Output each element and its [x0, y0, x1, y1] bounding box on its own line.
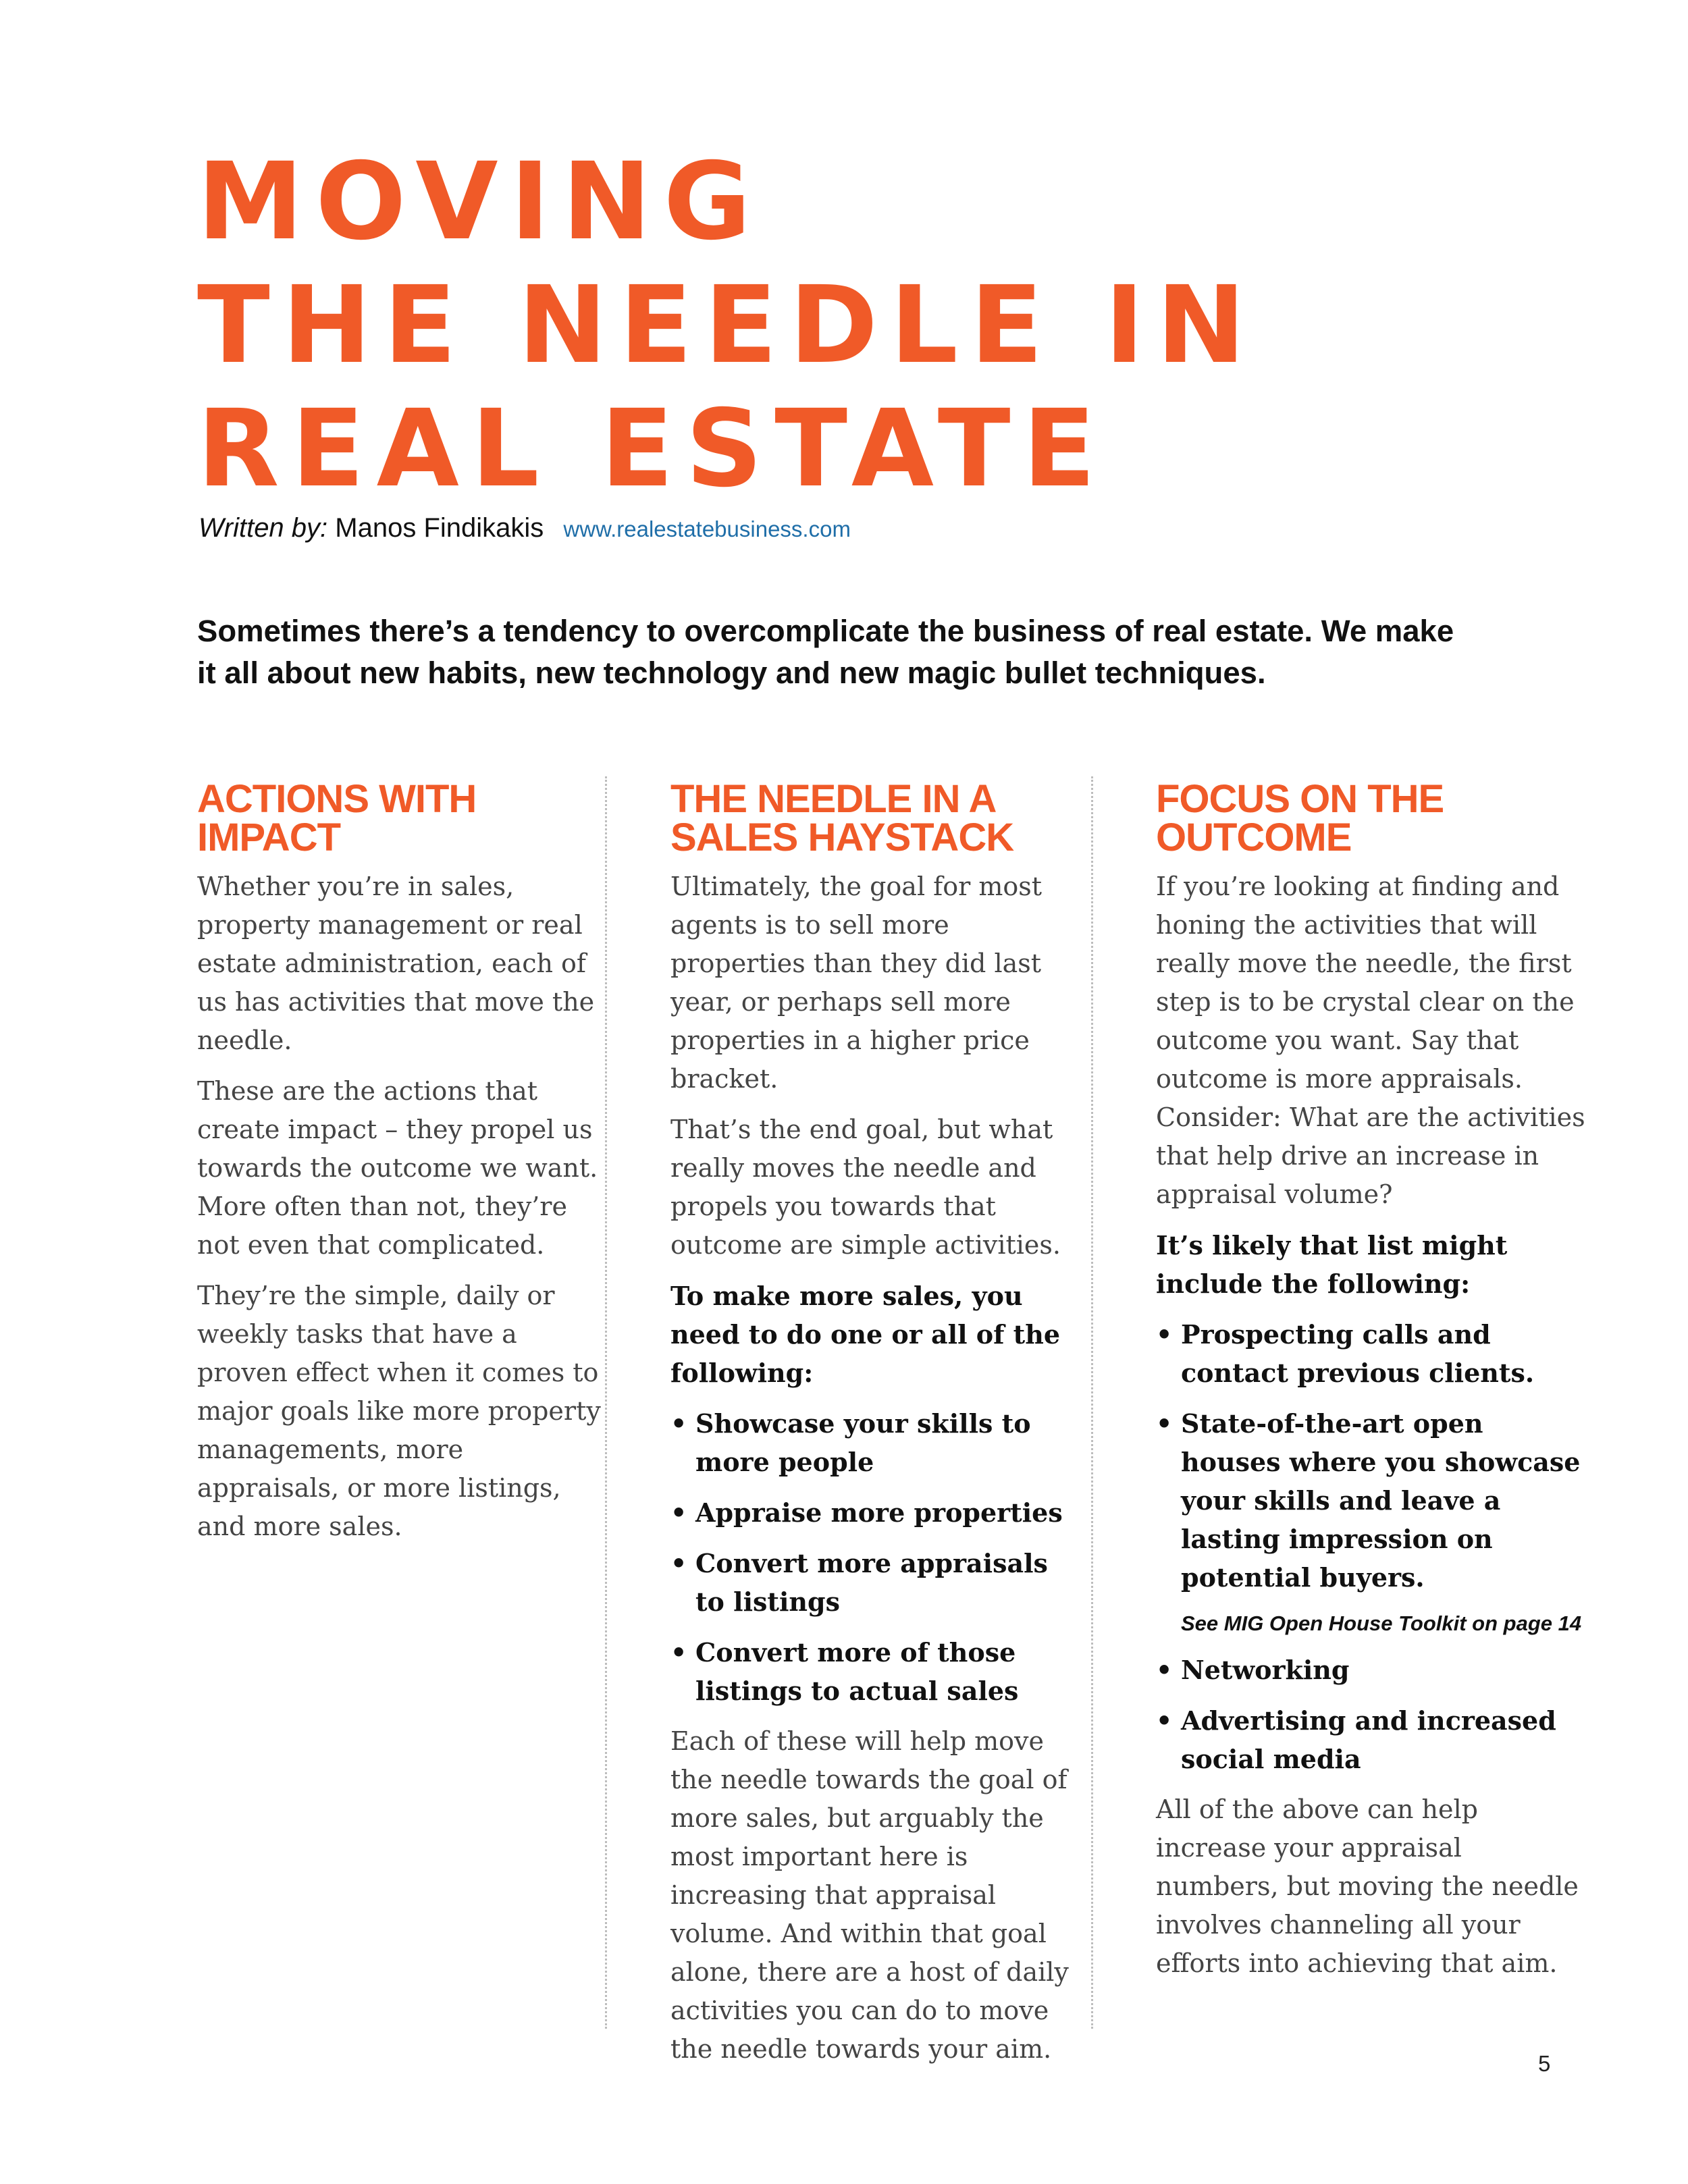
list-item-text: Prospecting calls and contact previous clients.: [1181, 1319, 1535, 1388]
column-heading-line: OUTCOME: [1156, 816, 1352, 859]
column-heading-line: IMPACT: [197, 816, 341, 859]
column-heading: [670, 777, 1082, 859]
list-item: [670, 1633, 1082, 1710]
lead-paragraph: It’s likely that list might include the following:: [1156, 1230, 1508, 1299]
bullet-icon: •: [1156, 1655, 1173, 1685]
body-paragraph: Each of these will help move the needle towards the goal of more sales, but arguably the most important here is increasing that appraisal volume. And within that goal alone, there are a host of daily activities you can do to move the needle towards your aim.: [670, 1726, 1069, 2064]
column-heading-line: THE NEEDLE IN A: [670, 777, 997, 821]
column-heading: [197, 777, 609, 859]
body-paragraph: That’s the end goal, but what really moves the needle and propels you towards that outcome are simple activities.: [670, 1115, 1061, 1260]
body-paragraph: If you’re looking at finding and honing the activities that will really move the needle, the first step is to be crystal clear on the outcome you want. Say that outcome is more appraisals. Consider: What are the activities that help drive an increase in appraisal volume?: [1156, 872, 1585, 1209]
bullet-icon: •: [1156, 1705, 1173, 1736]
title-line-1: MOVING: [197, 140, 764, 264]
column-needle-in-haystack: [670, 777, 1082, 2081]
list-item: [1156, 1315, 1588, 1392]
bullet-icon: •: [1156, 1319, 1173, 1350]
body-paragraph: All of the above can help increase your appraisal numbers, but moving the needle involves channeling all your efforts into achieving that aim.: [1156, 1794, 1579, 1978]
list-item-text: Advertising and increased social media: [1181, 1705, 1556, 1774]
column-heading-line: ACTIONS WITH: [197, 777, 477, 821]
body-paragraph: Ultimately, the goal for most agents is to sell more properties than they did last year, or perhaps sell more properties in a higher price bracket.: [670, 872, 1043, 1094]
page-number: 5: [1538, 2051, 1551, 2076]
toolkit-reference-note: See MIG Open House Toolkit on page 14: [1181, 1612, 1582, 1635]
bullet-list: [670, 1404, 1082, 1710]
column-heading-line: SALES HAYSTACK: [670, 816, 1014, 859]
intro-paragraph: Sometimes there’s a tendency to overcomplicate the business of real estate. We make it all about new habits, new technology and new magic bullet techniques.: [197, 614, 1454, 690]
body-paragraph: They’re the simple, daily or weekly tasks that have a proven effect when it comes to major goals like more property managements, more appraisals, or more listings, and more sales.: [197, 1281, 601, 1541]
bullet-list: [1156, 1315, 1588, 1597]
byline-label: Written by:: [199, 513, 328, 543]
title-line-3: REAL ESTATE: [197, 387, 1108, 511]
bullet-icon: •: [670, 1408, 687, 1439]
bullet-icon: •: [670, 1497, 687, 1528]
list-item-text: Convert more appraisals to listings: [695, 1548, 1048, 1617]
bullet-list: [1156, 1651, 1588, 1778]
column-heading-line: FOCUS ON THE: [1156, 777, 1444, 821]
title-line-2: THE NEEDLE IN: [197, 263, 1258, 388]
body-paragraph: Whether you’re in sales, property management or real estate administration, each of us has activities that move the needle.: [197, 872, 595, 1055]
list-item-text: Networking: [1181, 1655, 1350, 1685]
column-divider: [1091, 776, 1093, 2029]
list-item: [670, 1493, 1082, 1532]
bullet-icon: •: [670, 1548, 687, 1578]
list-item: [1156, 1651, 1588, 1689]
bullet-icon: •: [670, 1637, 687, 1668]
body-paragraph: These are the actions that create impact – they propel us towards the outcome we want. More often than not, they’re not even that complicated.: [197, 1076, 598, 1260]
article-title: [197, 140, 1258, 511]
byline-author: Manos Findikakis: [335, 513, 544, 543]
list-item-text: Appraise more properties: [695, 1497, 1063, 1528]
list-item-text: State-of-the-art open houses where you showcase your skills and leave a lasting impression on potential buyers.: [1181, 1408, 1581, 1593]
list-item: [670, 1404, 1082, 1481]
bullet-icon: •: [1156, 1408, 1173, 1439]
column-focus-on-outcome: [1156, 777, 1588, 1995]
list-item-text: Showcase your skills to more people: [695, 1408, 1031, 1477]
byline-url-link[interactable]: www.realestatebusiness.com: [563, 516, 851, 541]
list-item: [670, 1544, 1082, 1621]
list-item: [1156, 1404, 1588, 1597]
byline: [199, 513, 851, 543]
list-item: [1156, 1701, 1588, 1778]
lead-paragraph: To make more sales, you need to do one or all of the following:: [670, 1281, 1061, 1388]
list-item-text: Convert more of those listings to actual sales: [695, 1637, 1019, 1706]
column-heading: [1156, 777, 1588, 859]
column-actions-with-impact: [197, 777, 609, 1558]
